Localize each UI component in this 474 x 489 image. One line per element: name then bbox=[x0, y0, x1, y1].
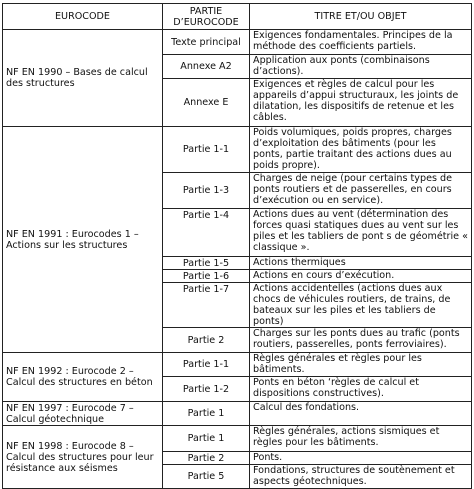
part-cell: Partie 1-5 bbox=[163, 257, 250, 270]
table-row bbox=[3, 30, 472, 55]
title-cell: Actions en cours d’exécution. bbox=[250, 270, 472, 283]
part-cell: Partie 1-1 bbox=[163, 127, 250, 173]
part-cell: Partie 1-2 bbox=[163, 377, 250, 402]
title-cell: Exigences et règles de calcul pour les appareils d’appui structuraux, les joints de dilatation, les dispositifs de retenue et les câbles. bbox=[250, 79, 472, 127]
header-eurocode: EUROCODE bbox=[3, 4, 163, 30]
eurocode-name: NF EN 1992 : Eurocode 2 – Calcul des structures en béton bbox=[3, 353, 163, 402]
part-cell: Partie 5 bbox=[163, 465, 250, 489]
part-cell: Partie 1-7 bbox=[163, 283, 250, 328]
part-cell: Partie 1-6 bbox=[163, 270, 250, 283]
header-row bbox=[3, 4, 472, 30]
table-row bbox=[3, 426, 472, 452]
title-cell: Règles générales, actions sismiques et règles pour les bâtiments. bbox=[250, 426, 472, 452]
title-cell: Fondations, structures de soutènement et aspects géotechniques. bbox=[250, 465, 472, 489]
eurocode-name: NF EN 1997 : Eurocode 7 – Calcul géotechnique bbox=[3, 402, 163, 426]
title-cell: Ponts en béton ‘règles de calcul et dispositions constructives). bbox=[250, 377, 472, 402]
title-cell: Actions dues au vent (détermination des forces quasi statiques dues au vent sur les piles et les tabliers de pont s de géométrie « classique ». bbox=[250, 209, 472, 257]
part-cell: Partie 1-3 bbox=[163, 173, 250, 209]
part-cell: Partie 2 bbox=[163, 328, 250, 353]
title-cell: Poids volumiques, poids propres, charges d’exploitation des bâtiments (pour les ponts, partie traitant des actions dues au poids propre). bbox=[250, 127, 472, 173]
part-cell: Partie 1 bbox=[163, 426, 250, 452]
eurocode-table bbox=[2, 3, 472, 489]
title-cell: Calcul des fondations. bbox=[250, 402, 472, 426]
title-cell: Charges sur les ponts dues au trafic (ponts routiers, passerelles, ponts ferroviaires). bbox=[250, 328, 472, 353]
part-cell: Partie 2 bbox=[163, 452, 250, 465]
part-cell: Partie 1-4 bbox=[163, 209, 250, 257]
part-cell: Partie 1 bbox=[163, 402, 250, 426]
part-cell: Partie 1-1 bbox=[163, 353, 250, 377]
title-cell: Exigences fondamentales. Principes de la méthode des coefficients partiels. bbox=[250, 30, 472, 55]
table-row bbox=[3, 402, 472, 426]
header-partie-line2: D’EUROCODE bbox=[173, 16, 239, 28]
title-cell: Application aux ponts (combinaisons d’actions). bbox=[250, 55, 472, 79]
header-partie bbox=[163, 4, 250, 30]
table-row bbox=[3, 127, 472, 173]
title-cell: Actions thermiques bbox=[250, 257, 472, 270]
table-row bbox=[3, 353, 472, 377]
header-partie-line1: PARTIE bbox=[189, 5, 223, 17]
part-cell: Annexe E bbox=[163, 79, 250, 127]
part-cell: Annexe A2 bbox=[163, 55, 250, 79]
title-cell: Charges de neige (pour certains types de ponts routiers et de passerelles, en cours d’exécution ou en service). bbox=[250, 173, 472, 209]
title-cell: Ponts. bbox=[250, 452, 472, 465]
header-titre: TITRE ET/OU OBJET bbox=[250, 4, 472, 30]
eurocode-name: NF EN 1991 : Eurocodes 1 – Actions sur les structures bbox=[3, 127, 163, 353]
part-cell: Texte principal bbox=[163, 30, 250, 55]
eurocode-name: NF EN 1990 – Bases de calcul des structures bbox=[3, 30, 163, 127]
eurocode-name: NF EN 1998 : Eurocode 8 – Calcul des structures pour leur résistance aux séismes bbox=[3, 426, 163, 489]
title-cell: Actions accidentelles (actions dues aux chocs de véhicules routiers, de trains, de bateaux sur les piles et les tabliers de ponts) bbox=[250, 283, 472, 328]
title-cell: Règles générales et règles pour les bâtiments. bbox=[250, 353, 472, 377]
